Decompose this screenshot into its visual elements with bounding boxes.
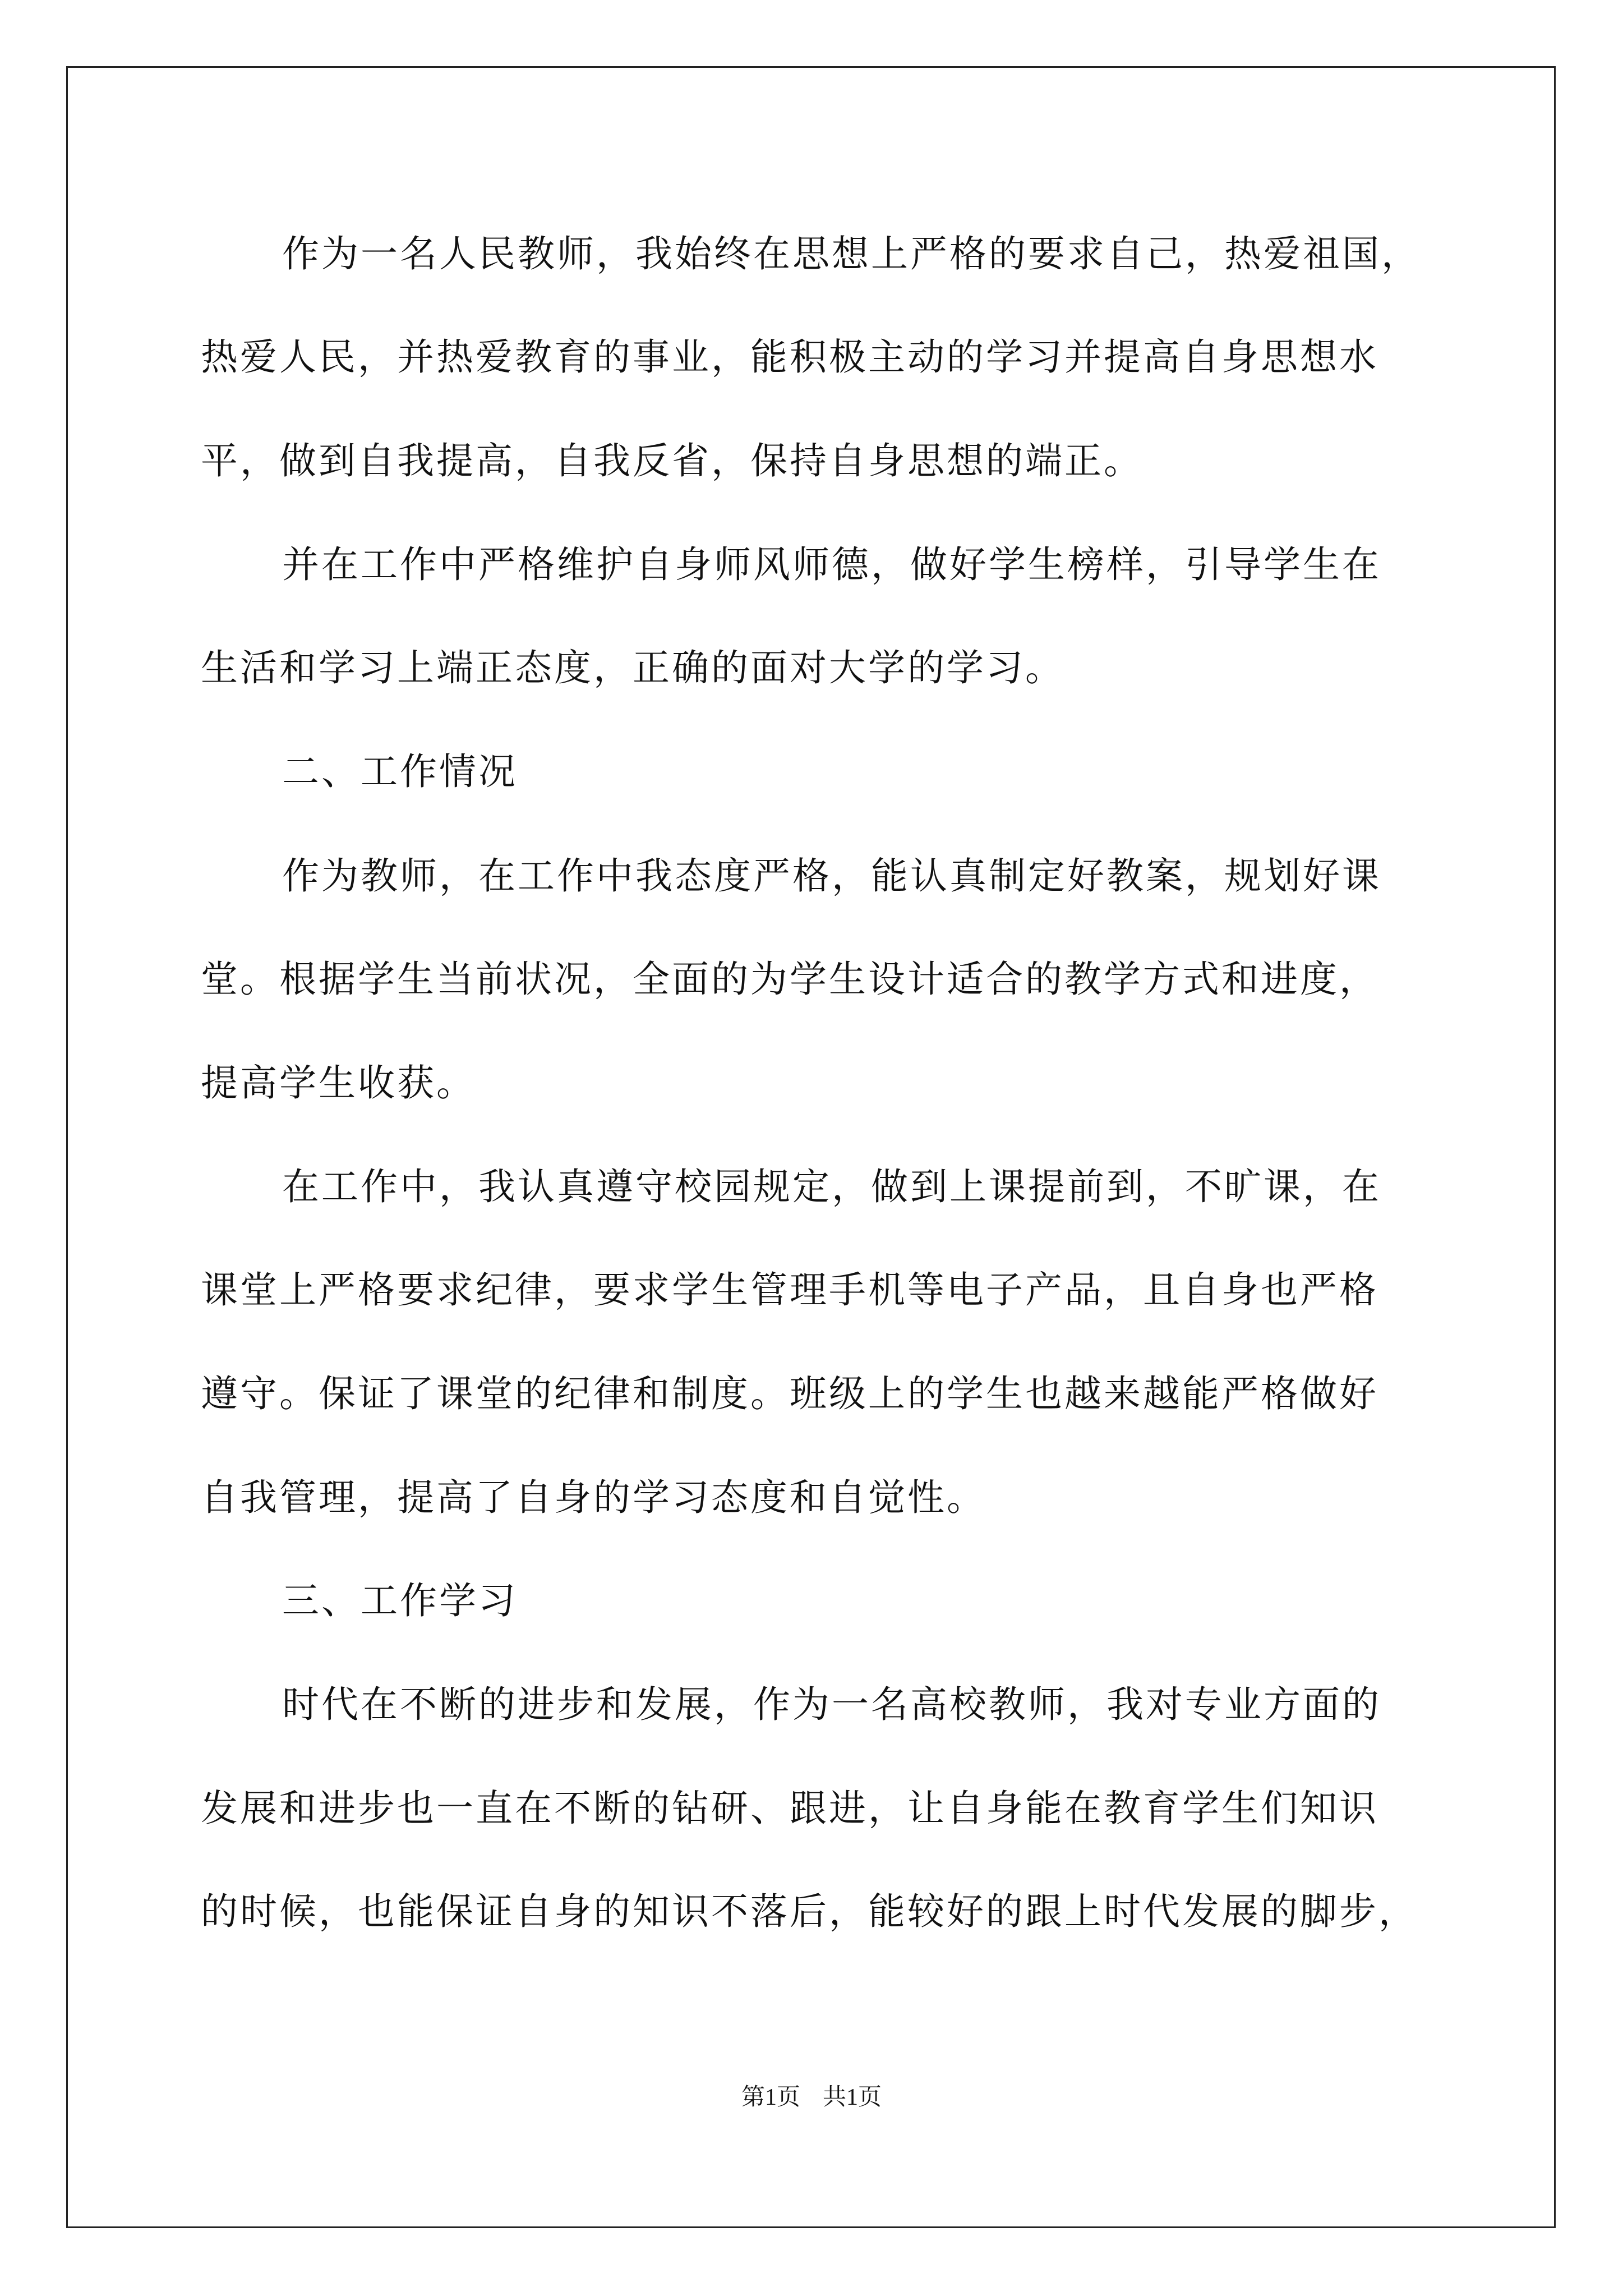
body-line: 并在工作中严格维护自身师风师德，做好学生榜样，引导学生在 [282, 543, 1381, 586]
body-line: 发展和进步也一直在不断的钻研、跟进，让自身能在教育学生们知识 [201, 1787, 1378, 1830]
page-total: 共1页 [823, 2085, 882, 2110]
body-line: 遵守。保证了课堂的纪律和制度。班级上的学生也越来越能严格做好 [201, 1372, 1378, 1415]
section-heading: 三、工作学习 [282, 1579, 518, 1622]
body-line: 热爱人民，并热爱教育的事业，能积极主动的学习并提高自身思想水 [201, 335, 1378, 379]
body-line: 课堂上严格要求纪律，要求学生管理手机等电子产品，且自身也严格 [201, 1268, 1378, 1312]
body-line: 自我管理，提高了自身的学习态度和自觉性。 [201, 1476, 986, 1519]
body-line: 生活和学习上端正态度，正确的面对大学的学习。 [201, 646, 1064, 689]
body-line: 作为一名人民教师，我始终在思想上严格的要求自己，热爱祖国， [282, 232, 1421, 275]
body-line: 在工作中，我认真遵守校园规定，做到上课提前到，不旷课，在 [282, 1165, 1381, 1208]
body-line: 平，做到自我提高，自我反省，保持自身思想的端正。 [201, 439, 1143, 482]
body-line: 时代在不断的进步和发展，作为一名高校教师，我对专业方面的 [282, 1683, 1381, 1726]
page-number: 第1页 [741, 2085, 800, 2110]
body-line: 堂。根据学生当前状况，全面的为学生设计适合的教学方式和进度， [201, 958, 1378, 1001]
page-footer [0, 2083, 1623, 2111]
section-heading: 二、工作情况 [282, 750, 518, 793]
body-line: 提高学生收获。 [201, 1061, 476, 1105]
body-line: 的时候，也能保证自身的知识不落后，能较好的跟上时代发展的脚步， [201, 1890, 1418, 1933]
body-line: 作为教师，在工作中我态度严格，能认真制定好教案，规划好课 [282, 854, 1381, 898]
